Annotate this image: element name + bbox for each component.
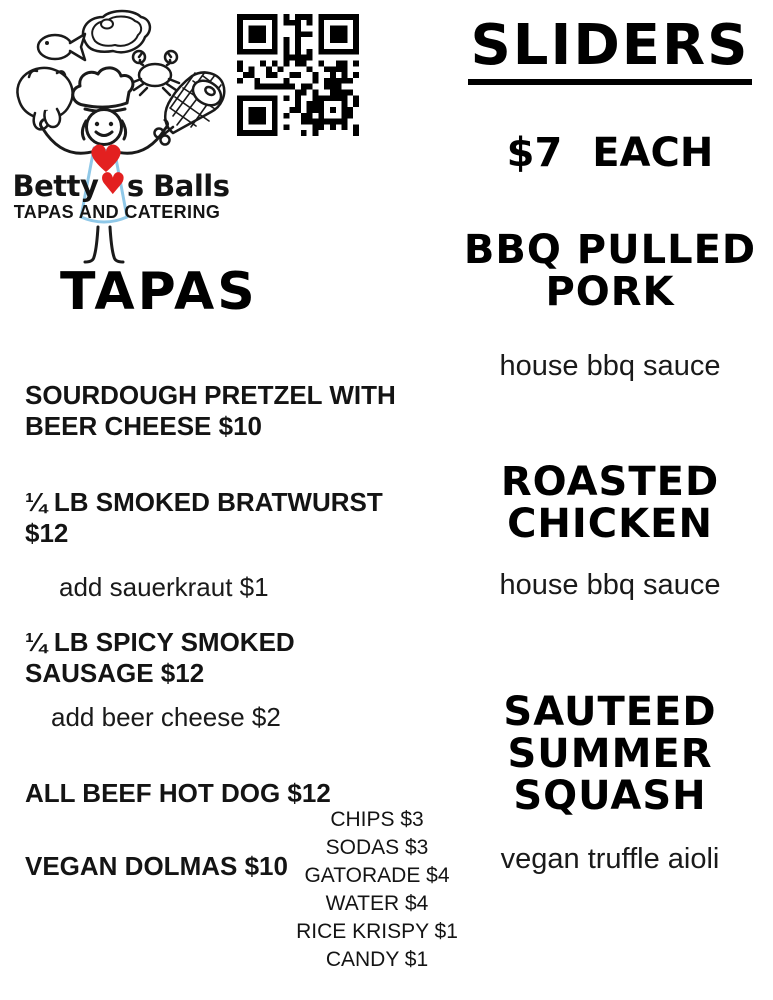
crab-icon (131, 51, 179, 95)
sliders-section-heading: SLIDERS (468, 18, 751, 85)
sliders-section (455, 13, 765, 875)
chef-stick-figure-icon (5, 5, 235, 285)
fish-icon (38, 34, 85, 60)
tapas-section-heading: TAPAS (60, 262, 258, 322)
brand-name-post: s Balls (126, 169, 230, 203)
slider-item-sauteed-summer-squash: SAUTEED SUMMER SQUASH (503, 688, 717, 819)
chef-face (82, 110, 125, 145)
extra-item-sodas: SODAS $3 (325, 836, 429, 859)
qr-code-icon (237, 14, 359, 136)
sliders-price-note: $7 EACH (506, 130, 714, 176)
menu-item-spicy-smoked-sausage: ¼ LB SPICY SMOKED SAUSAGE $12 (25, 627, 295, 689)
brand-name (9, 167, 233, 203)
chef-hat-icon (73, 68, 133, 112)
extras-price-list (292, 806, 462, 974)
slider-item-roasted-chicken: ROASTED CHICKEN (500, 459, 720, 548)
slider-desc-roasted-chicken: house bbq sauce (499, 569, 721, 602)
brand-name-pre: Betty (12, 169, 99, 203)
extra-item-candy: CANDY $1 (325, 948, 429, 971)
steak-icon (83, 11, 150, 52)
turkey-icon (17, 68, 72, 129)
heart-apostrophe-icon: ♥ (99, 167, 126, 202)
slider-item-bbq-pulled-pork: BBQ PULLED PORK (463, 227, 757, 315)
chef-legs (85, 227, 123, 262)
extra-item-water: WATER $4 (325, 892, 429, 915)
extra-item-gatorade: GATORADE $4 (304, 864, 450, 887)
menu-addon-beer-cheese: add beer cheese $2 (51, 701, 281, 732)
menu-item-all-beef-hot-dog: ALL BEEF HOT DOG $12 (25, 778, 331, 809)
menu-item-sourdough-pretzel: SOURDOUGH PRETZEL WITH BEER CHEESE $10 (25, 380, 396, 441)
brand-logo (5, 5, 235, 285)
menu-item-smoked-bratwurst: ¼ LB SMOKED BRATWURST $12 (25, 487, 383, 549)
extra-item-rice-krispy: RICE KRISPY $1 (296, 920, 458, 943)
slider-desc-bbq-pulled-pork: house bbq sauce (499, 350, 721, 382)
slider-desc-sauteed-summer-squash: vegan truffle aioli (500, 842, 720, 875)
menu-item-vegan-dolmas: VEGAN DOLMAS $10 (25, 851, 288, 882)
brand-tagline: TAPAS AND CATERING (13, 202, 221, 222)
menu-addon-sauerkraut: add sauerkraut $1 (59, 571, 269, 602)
extra-item-chips: CHIPS $3 (330, 808, 424, 831)
